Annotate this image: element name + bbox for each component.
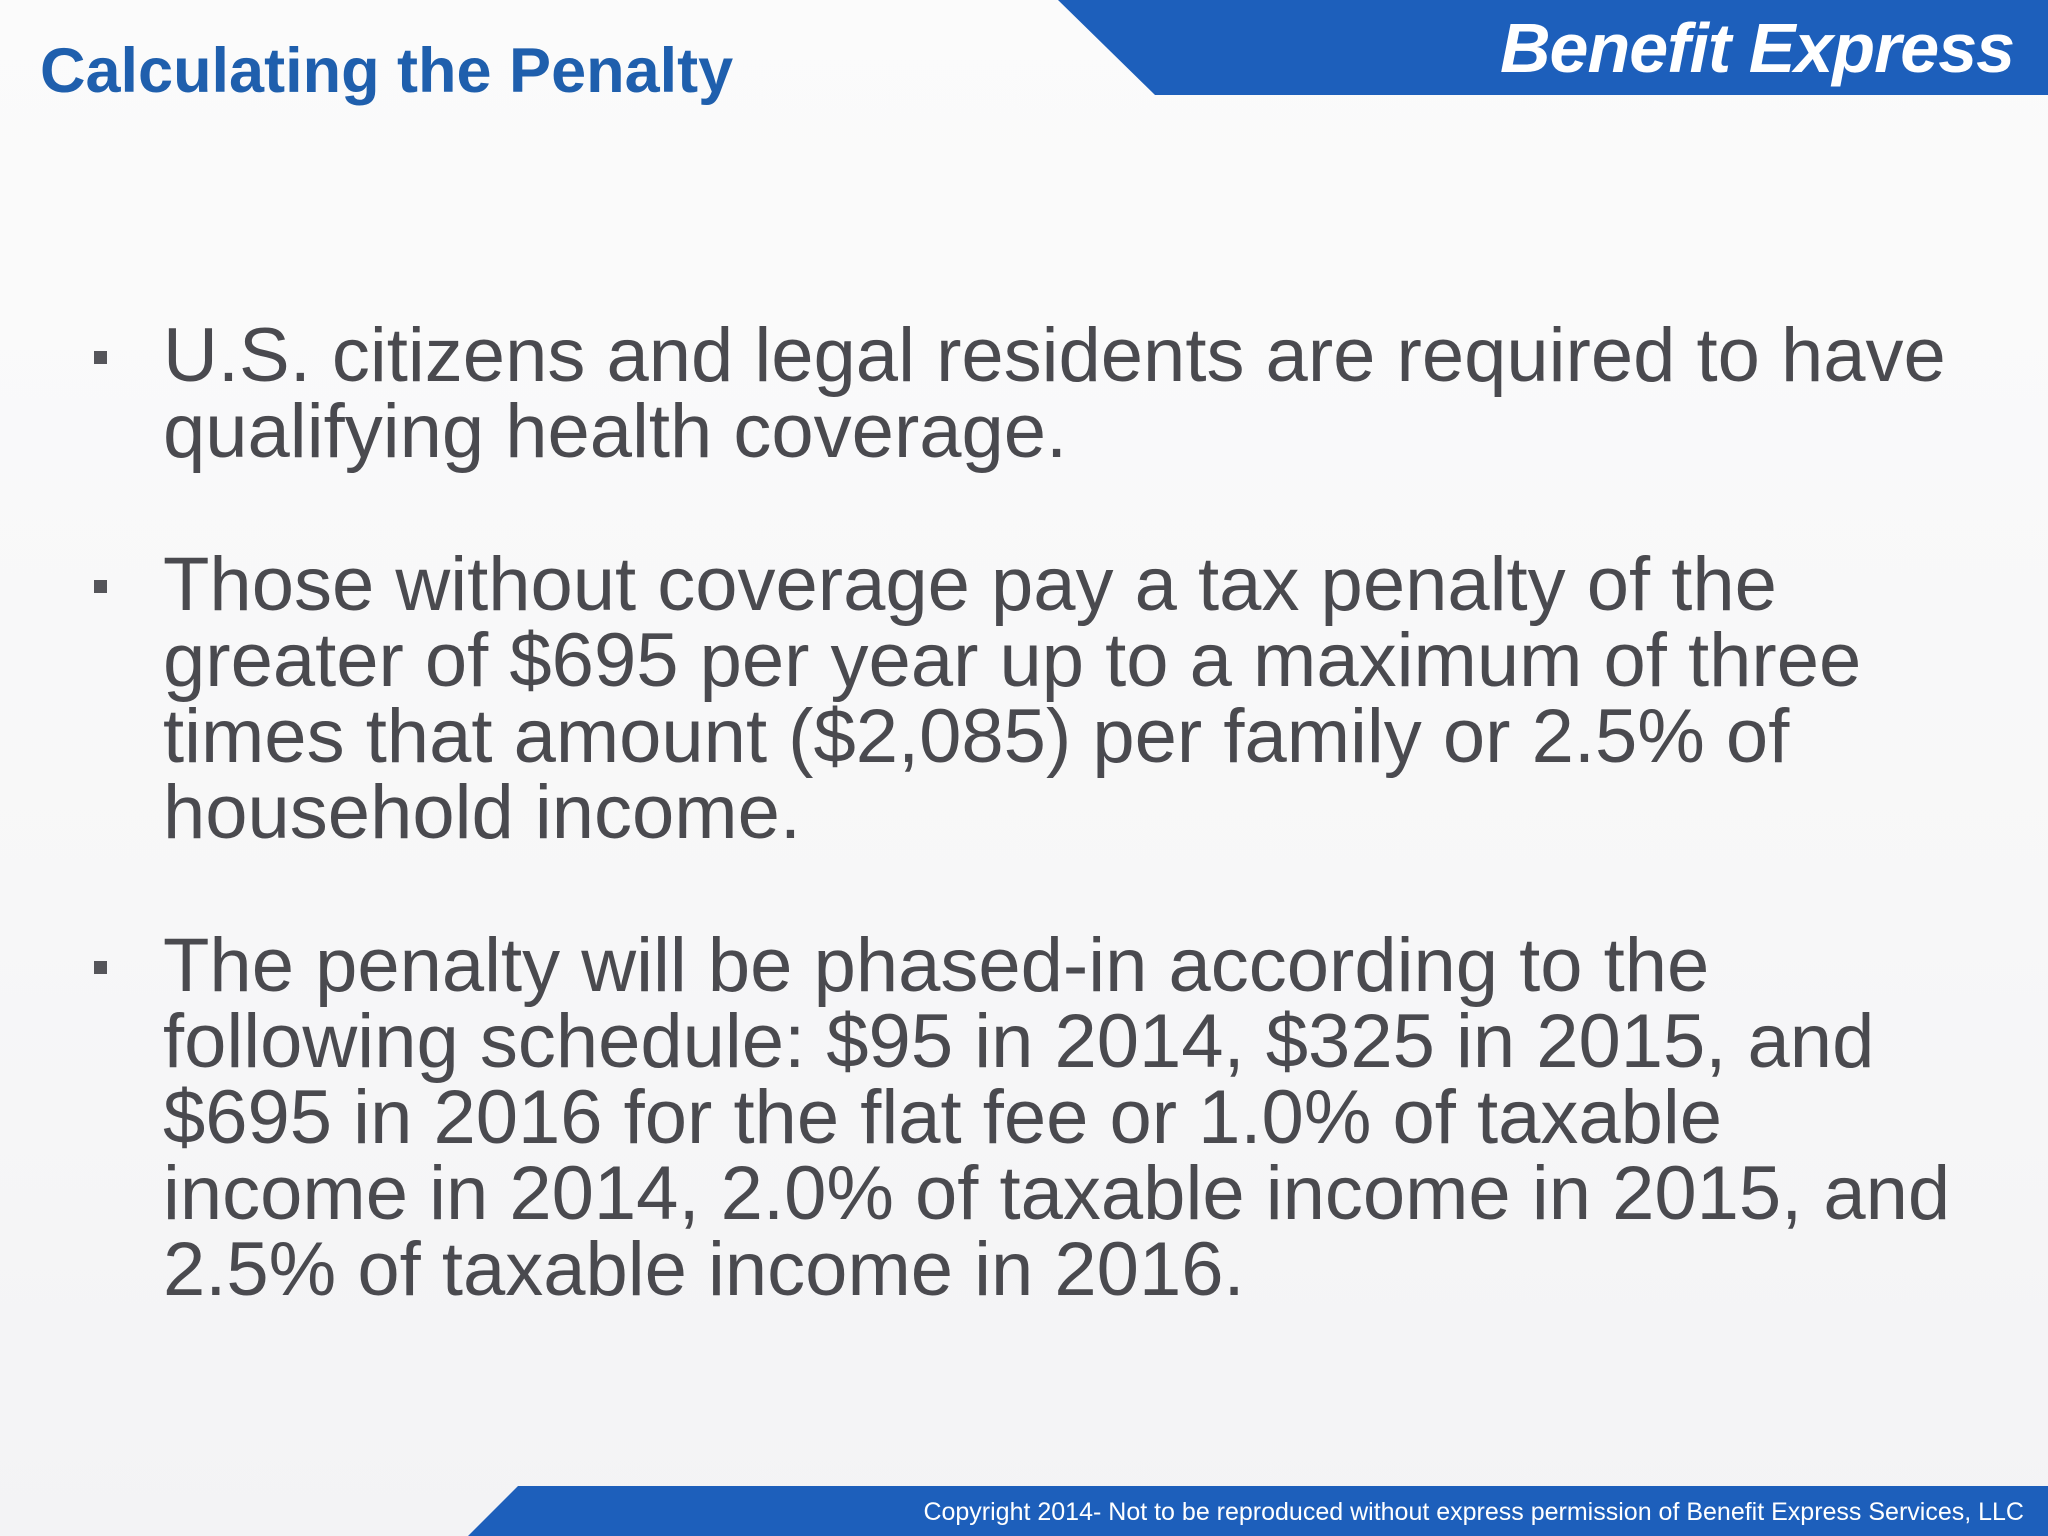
bullet-text: Those without coverage pay a tax penalty of the greater of $695 per year up to a maximum of three times that amount ($2,085) per family or 2.5% of household income. bbox=[163, 542, 1862, 855]
copyright-notice: Copyright 2014- Not to be reproduced without express permission of Benefit Express Services, LLC bbox=[923, 1498, 2024, 1526]
square-bullet-icon bbox=[94, 351, 107, 364]
bullet-text: U.S. citizens and legal residents are required to have qualifying health coverage. bbox=[163, 313, 1946, 474]
benefit-express-logo: Benefit Express bbox=[1500, 9, 2015, 87]
bullet-item-phase-in-schedule bbox=[88, 923, 1988, 1312]
bullet-item-coverage-requirement bbox=[88, 313, 1988, 474]
square-bullet-icon bbox=[94, 580, 107, 593]
slide-title: Calculating the Penalty bbox=[40, 36, 734, 106]
bullet-list bbox=[88, 313, 1988, 1385]
bullet-item-tax-penalty bbox=[88, 542, 1988, 855]
square-bullet-icon bbox=[94, 961, 107, 974]
bullet-text: The penalty will be phased-in according to the following schedule: $95 in 2014, $325 in 2015, and $695 in 2016 for the flat fee or 1.0% of taxable income in 2014, 2.0% of taxable income in 2015, and 2.5% of taxable income in 2016. bbox=[163, 923, 1951, 1312]
